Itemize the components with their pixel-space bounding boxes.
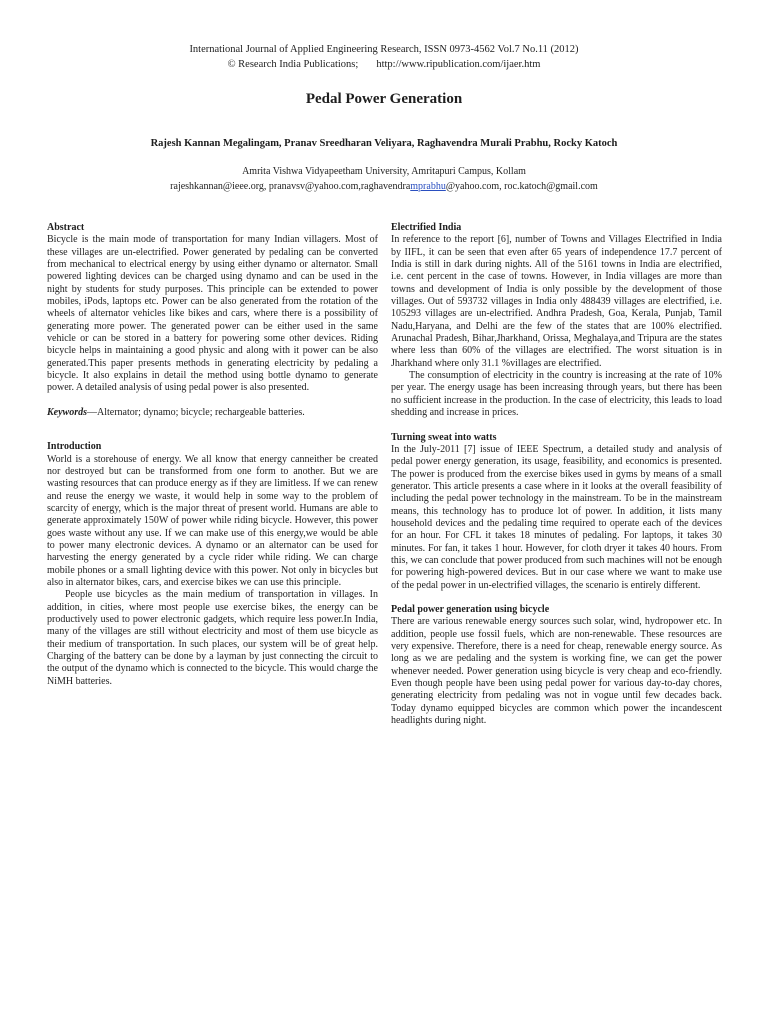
sweat-paragraph: In the July-2011 [7] issue of IEEE Spectrum, a detailed study and analysis of pedal power energy generation, its usage, feasibility, and economics is presented. The power is produced from the exercise bikes used in gyms by means of a small generator. This article presents a case where in it looks at the overall feasibility of including the pedal power technology in the mainstream. To be in the mainstream means, this technology has to produce lot of power. In addition, it lists many household devices and the pedaling time required to operate each of the devices for an hour. For CFL it takes 18 minutes of pedaling. For laptops, it takes 30 minutes. For fan, it takes 1 hour. However, for cloth dryer it takes 40 hours. From this, we can conclude that power produced from such machines will not be enough for powering high-powered devices. But in our case where we want to make use of the pedal power in un-electrified villages, the scenario is entirely different. [391, 443, 723, 591]
keywords-paragraph [47, 407, 378, 419]
email-link[interactable]: mprabhu [410, 181, 446, 192]
keywords-text: Alternator; dynamo; bicycle; rechargeable batteries. [97, 406, 305, 418]
abstract-heading: Abstract [47, 222, 85, 233]
introduction-paragraph-1: World is a storehouse of energy. We all know that energy canneither be created nor destroyed but can be transformed from one form to another. But we are wasting resources that can produce energy as if they are limitless. If we can renew and reuse the energy we waste, it would help in some way to the problem of scarcity of energy, which is the major threat of present world. Humans are able to generate approximately 150W of power while riding bicycle. However, this power goes waste without any use. If we can make use of this energy,we would be able to power many electronic devices. A dynamo or an alternator can be used for harvesting the energy generated by a cycle rider while riding. We can charge mobile phones or a small lighting device with this power. Not only in bicycles but also in alternator bikes, cars, and exercise bikes we can use this principle. [47, 453, 378, 588]
publisher-line [0, 57, 768, 72]
abstract-text: Bicycle is the main mode of transportation for many Indian villagers. Most of these villages are un-electrified. Power generated by pedaling can be converted from mechanical to electrical energy by using either dynamo or alternator. Small powered lighting devices can be charged using dynamo and can be used in the night by students for study purposes. This principle can be extended to power mobiles, iPods, laptops etc. Power can be also generated from the rotation of the wheels of alternator vehicles like bikes and cars, where there is a possibility of generating more power. The generated power can be either used in the same vehicle or can be stored in a battery for powering some other devices. Riding bicycle helps in maintaining a good physic and along with it power can be also generated.This paper presents methods in generating electricity by pedaling a bicycle. It also explains in detail the method using bottle dynamo to generate power. A detailed analysis of using pedal power is also presented. [47, 234, 378, 394]
journal-header [0, 42, 768, 72]
publisher-name: © Research India Publications; [227, 59, 359, 70]
journal-url[interactable]: http://www.ripublication.com/ijaer.htm [376, 59, 541, 70]
affiliation: Amrita Vishwa Vidyapeetham University, Amritapuri Campus, Kollam [242, 166, 526, 177]
pedal-bicycle-heading: Pedal power generation using bicycle [391, 603, 550, 615]
right-column [391, 222, 722, 727]
introduction-heading: Introduction [47, 441, 102, 453]
keywords-label: Keywords [47, 406, 87, 418]
electrified-india-paragraph-2: The consumption of electricity in the country is increasing at the rate of 10% per year. The energy usage has been increasing through years, but there has been no sufficient increase in the production. In the case of electricity, this leads to load shedding and increase in prices. [391, 370, 722, 419]
email-list [0, 179, 768, 194]
paper-title: Pedal Power Generation [305, 91, 463, 107]
author-list: Rajesh Kannan Megalingam, Pranav Sreedharan Veliyara, Raghavendra Murali Prabhu, Rocky Katoch [150, 138, 618, 149]
keywords-dash: — [87, 406, 97, 418]
pedal-bicycle-paragraph: There are various renewable energy sources such solar, wind, hydropower etc. In addition, people use fossil fuels, which are non-renewable. These resources are very expensive. Therefore, there is a need for cheap, renewable energy source. As long as we are pedaling and the system is working fine, we can get the power whenever needed. Power generation using bicycle is very cheap and eco-friendly. Even though people have been using pedal power for various day-to-day chores, generating electricity from pedaling was not in vogue until few decades back. Today dynamo equipped bicycles are common which power the incandescent headlights during night. [391, 616, 722, 727]
electrified-india-heading: Electrified India [391, 222, 462, 233]
introduction-paragraph-2: People use bicycles as the main medium of transportation in villages. In addition, in cities, where most people use exercise bikes, the energy can be productively used to power electronic gadgets, which require less power.In India, many of the villages are still without electricity and most of them use bicycle as their medium of transportation. In such places, our system will be of great help. Charging of the battery can be done by a layman by just connecting the circuit to the output of the dynamo which is connected to the bicycle. This would charge the NiMH batteries. [47, 589, 378, 687]
affiliation-block [0, 164, 768, 194]
email-prefix: rajeshkannan@ieee.org, pranavsv@yahoo.com,raghavendra [170, 181, 411, 192]
electrified-india-paragraph-1: In reference to the report [6], number of Towns and Villages Electrified in India by IIFL, it can be seen that even after 65 years of independence 17.7 percent of India is still in dark during nights. All of the 5161 towns in India are electrified, i.e. cent percent in the case of towns. However, in India villages are more than towns and development of India is only possible by the development of those villages. Out of 593732 villages in India only 488439 villages are electrified, i.e. 105293 villages are un-electrified. Andhra Pradesh, Goa, Kerala, Punjab, Tamil Nadu,Haryana, and Delhi are the few of the states that are 100% electrified. Arunachal Pradesh, Bihar,Jharkhand, Orissa, Meghalaya,and Tripura are the states where less than 60% of the villages are electrified. The worst situation is in Jharkhand where only 31.1 %villages are electrified. [391, 234, 722, 369]
email-suffix: @yahoo.com, roc.katoch@gmail.com [445, 181, 598, 192]
sweat-heading: Turning sweat into watts [391, 431, 497, 443]
journal-line: International Journal of Applied Engineering Research, ISSN 0973-4562 Vol.7 No.11 (2012) [189, 44, 579, 55]
left-column [47, 222, 378, 688]
